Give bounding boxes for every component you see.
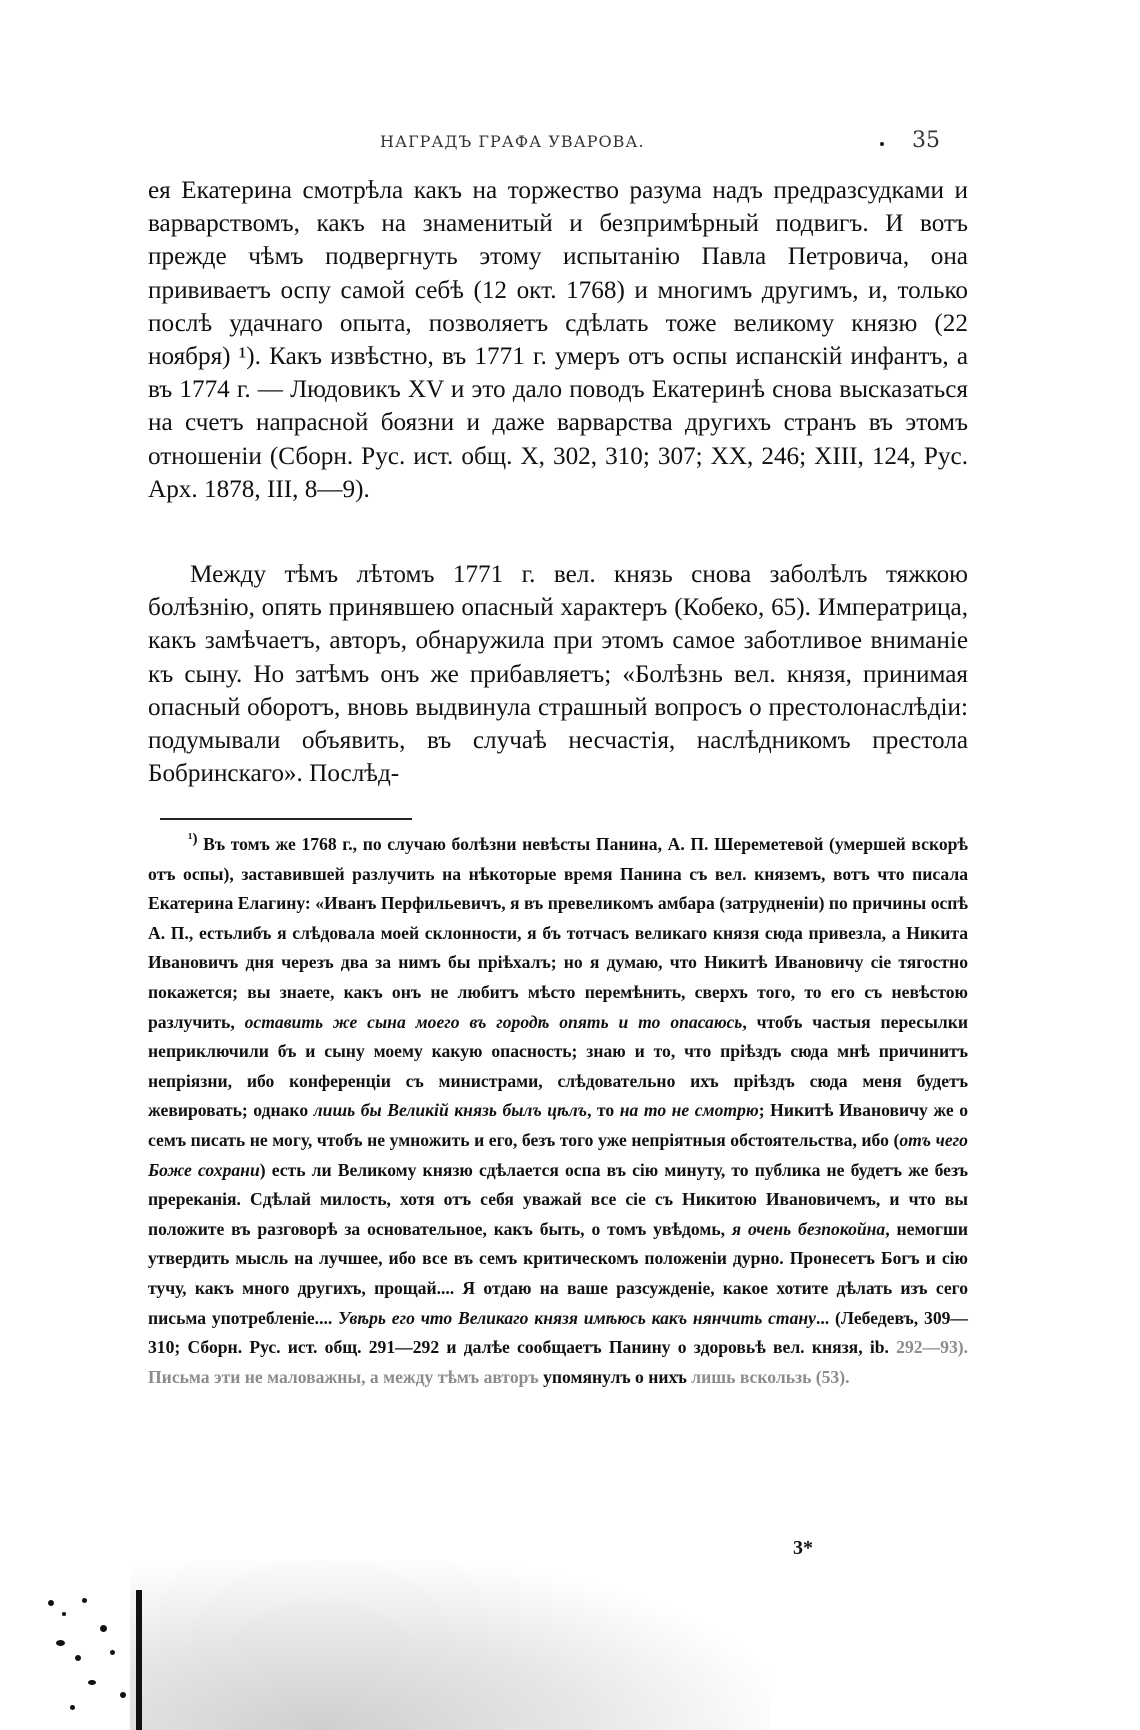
footnote bbox=[148, 830, 968, 1392]
footnote-marker: ¹) bbox=[188, 831, 198, 848]
stray-dot bbox=[880, 142, 884, 146]
footnote-text: , то bbox=[587, 1100, 620, 1121]
signature-mark: 3* bbox=[793, 1537, 813, 1559]
footnote-faded-text: лишь вскользь (53). bbox=[691, 1366, 850, 1387]
scan-speck bbox=[100, 1625, 107, 1632]
footnote-rule bbox=[160, 818, 412, 820]
footnote-text: ) есть ли Великому князю сдѣлается оспа въ сію минуту, то публика не будетъ же безъ пререканія. Сдѣлай милость, хотя отъ себя уважай все сіе съ Никитою Ивановичемъ, и что вы положите въ разговорѣ за основательное, какъ быть, о томъ увѣдомь, bbox=[148, 1159, 968, 1239]
footnote-italic: лишь бы Великій князь былъ цѣлъ bbox=[313, 1100, 588, 1121]
body-paragraph-1: ея Екатерина смотрѣла какъ на торжество разума надъ предразсудками и варварствомъ, какъ на знаменитый и безпримѣрный подвигъ. И вотъ прежде чѣмъ подвергнуть этому испытанію Павла Петровича, она прививаетъ оспу самой себѣ (12 окт. 1768) и многимъ другимъ, и, только послѣ удачнаго опыта, позволяетъ сдѣлать тоже великому князю (22 ноября) ¹). Какъ извѣстно, въ 1771 г. умеръ отъ оспы испанскій инфантъ, а въ 1774 г. — Людовикъ XV и это дало поводъ Екатеринѣ снова высказаться на счетъ напрасной боязни и даже варварства другихъ странъ въ этомъ отношеніи (Сборн. Рус. ист. общ. X, 302, 310; 307; XX, 246; XIII, 124, Рус. Арх. 1878, III, 8—9). bbox=[148, 177, 968, 503]
page-number: 35 bbox=[912, 128, 940, 153]
footnote-text: упомянулъ о нихъ bbox=[538, 1366, 692, 1387]
running-head: НАГРАДЪ ГРАФА УВАРОВА. bbox=[380, 132, 645, 151]
scan-speck bbox=[75, 1655, 81, 1661]
scan-speck bbox=[56, 1640, 65, 1646]
footnote-text: , чтобъ частыя пересылки неприключили бъ и сыну моему какую опасность; знаю и то, что пріѣздъ сюда мнѣ причинитъ непріязни, ибо конференціи съ министрами, слѣдовательно ихъ пріѣздъ сюда меня будетъ жевировать; однако bbox=[148, 1011, 968, 1121]
footnote-italic: я очень безпокойна bbox=[731, 1218, 886, 1239]
scan-edge bbox=[136, 1590, 142, 1730]
footnote-faded-text: 292—93). Письма эти не маловажны, а между тѣмъ авторъ bbox=[148, 1337, 968, 1387]
scan-speck bbox=[82, 1598, 87, 1603]
footnote-text: Въ томъ же 1768 г., по случаю болѣзни невѣсты Панина, А. П. Шереметевой (умершей вскорѣ отъ оспы), заставившей разлучить на нѣкоторые время Панина съ вел. княземъ, вотъ что писала Екатерина Елагину: «Иванъ Перфильевичъ, я въ превеликомъ амбара (затрудненіи) по причины оспѣ А. П., естьлибъ я слѣдовала моей склонности, я бъ тотчасъ великаго князя сюда привезла, а Никита Ивановичъ дня черезъ два за нимъ бы пріѣхалъ; но я думаю, что Никитѣ Ивановичу сіе тягостно покажется; вы знаете, какъ онъ не любитъ мѣсто перемѣнить, сверхъ того, то его съ невѣстою разлучить, bbox=[148, 834, 968, 1032]
scan-speck bbox=[70, 1705, 75, 1710]
scan-speck bbox=[120, 1692, 126, 1698]
footnote-italic: отъ чего Боже сохрани bbox=[148, 1129, 968, 1180]
scan-shadow bbox=[130, 1560, 770, 1730]
scan-speck bbox=[48, 1600, 54, 1606]
scan-speck bbox=[88, 1680, 96, 1685]
scan-speck bbox=[62, 1612, 66, 1616]
footnote-italic: на то не смотрю bbox=[619, 1100, 759, 1121]
scan-speck bbox=[110, 1650, 115, 1655]
body-paragraph-2: Между тѣмъ лѣтомъ 1771 г. вел. князь снова заболѣлъ тяжкою болѣзнію, опять принявшею опасный характеръ (Кобеко, 65). Императрица, какъ замѣчаетъ, авторъ, обнаружила при этомъ самое заботливое вниманіе къ сыну. Но затѣмъ онъ же прибавляетъ; «Болѣзнь вел. князя, принимая опасный оборотъ, вновь выдвинула страшный вопросъ о престолонаслѣдіи: подумывали объявить, въ случаѣ несчастія, наслѣдникомъ престола Бобринскаго». Послѣд- bbox=[148, 561, 968, 788]
footnote-text: ... (Лебедевъ, 309—310; Сборн. Рус. ист. общ. 291—292 и далѣе сообщаетъ Панину о здоровьѣ вел. князя, ib. bbox=[148, 1307, 969, 1358]
footnote-italic: оставить же сына моего въ городѣ опять и то опасаюсь bbox=[244, 1011, 743, 1032]
footnote-text: , немогши утвердить мысль на лучшее, ибо все въ семъ критическомъ положеніи дурно. Пронесетъ Богъ и сію тучу, какъ много другихъ, прощай.... Я отдаю на ваше разсужденіе, какое хотите дѣлать изъ сего письма употребленіе.... bbox=[148, 1218, 969, 1328]
footnote-italic: Увѣрь его что Великаго князя имѣюсь какъ нянчить стану bbox=[338, 1307, 816, 1328]
footnote-text: ; Никитѣ Ивановичу же о семъ писать не могу, чтобъ не умножить и его, безъ того уже непріятныя обстоятельства, ибо ( bbox=[148, 1100, 969, 1150]
